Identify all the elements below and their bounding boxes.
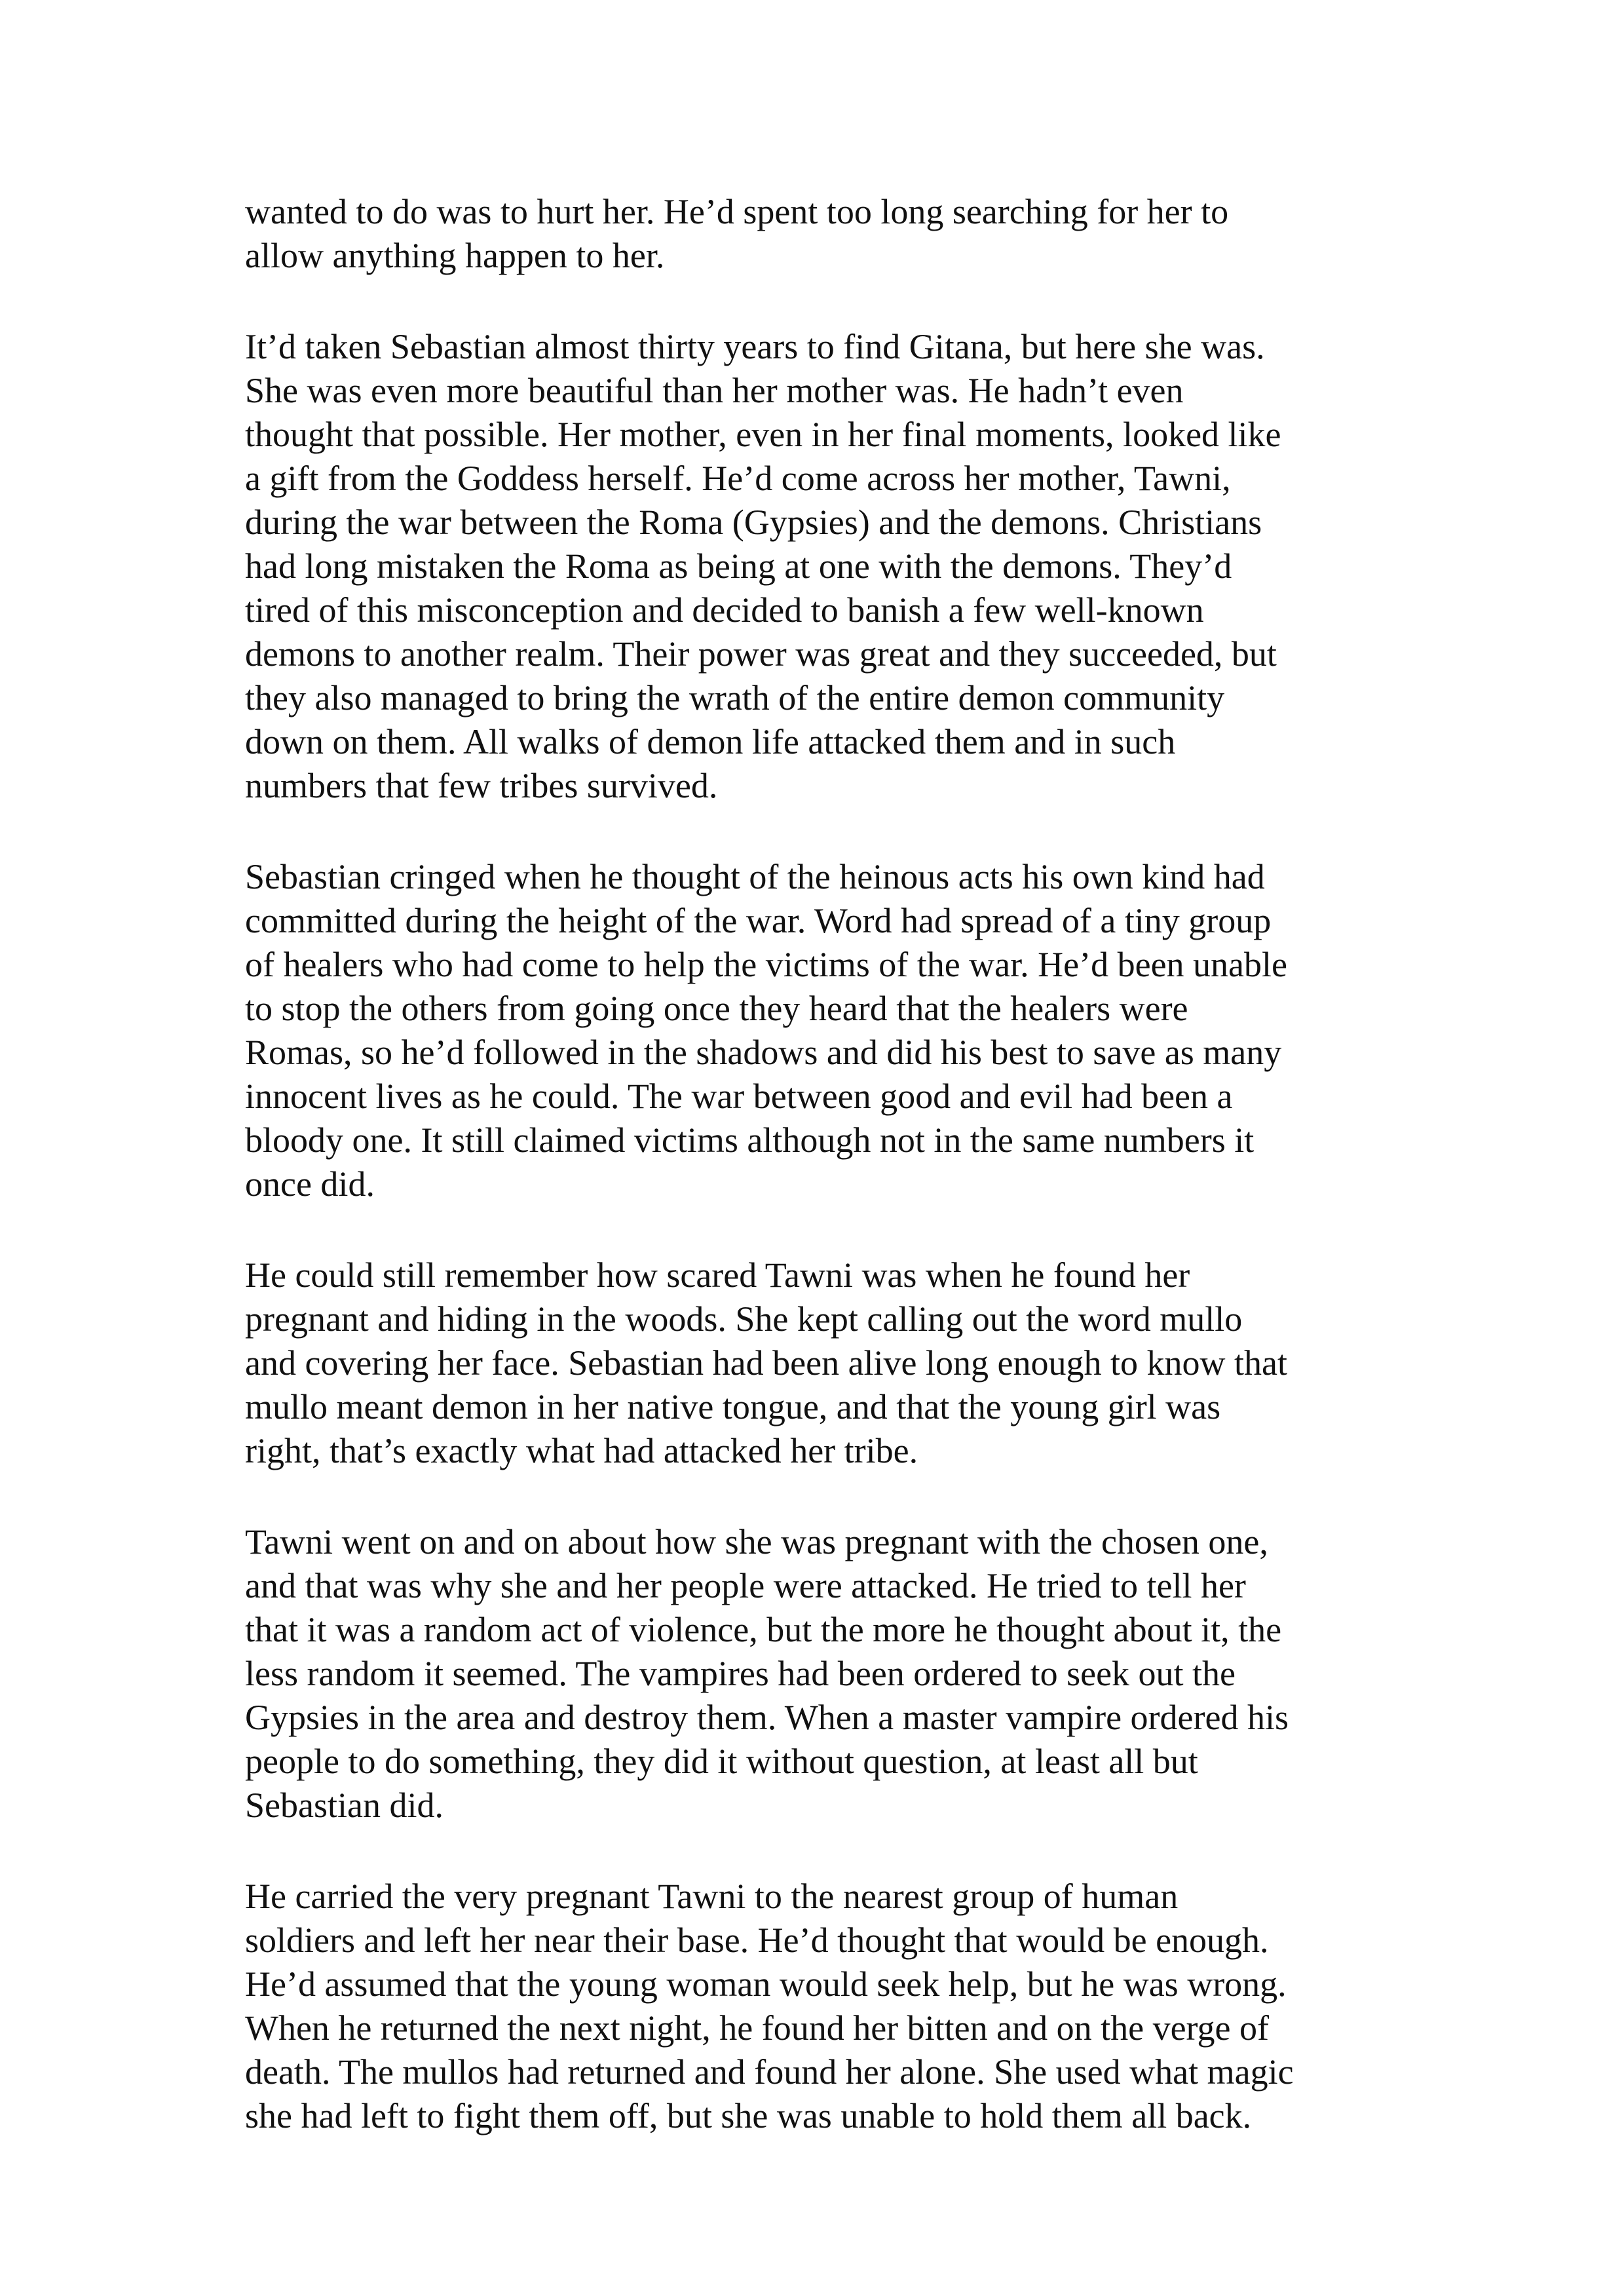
text-line: numbers that few tribes survived. (245, 766, 718, 805)
text-line: thought that possible. Her mother, even in her final moments, looked like (245, 415, 1281, 454)
text-line: a gift from the Goddess herself. He’d come across her mother, Tawni, (245, 459, 1231, 498)
text-line: down on them. All walks of demon life attacked them and in such (245, 722, 1176, 761)
text-line: Sebastian did. (245, 1786, 444, 1825)
text-line: Romas, so he’d followed in the shadows and did his best to save as many (245, 1033, 1282, 1072)
text-line: and that was why she and her people were attacked. He tried to tell her (245, 1566, 1246, 1605)
text-line: people to do something, they did it without question, at least all but (245, 1742, 1198, 1781)
paragraph-gap (245, 1206, 1398, 1253)
text-line: death. The mullos had returned and found her alone. She used what magic (245, 2052, 1294, 2092)
text-line: to stop the others from going once they heard that the healers were (245, 989, 1188, 1028)
paragraph (245, 855, 1398, 1206)
paragraph (245, 1875, 1398, 2138)
text-line: during the war between the Roma (Gypsies) and the demons. Christians (245, 503, 1262, 542)
paragraph (245, 190, 1398, 278)
paragraph (245, 1520, 1398, 1827)
text-line: Sebastian cringed when he thought of the heinous acts his own kind had (245, 857, 1265, 896)
paragraph-gap (245, 808, 1398, 855)
paragraph-gap (245, 1827, 1398, 1875)
text-line: He’d assumed that the young woman would seek help, but he was wrong. (245, 1964, 1287, 2004)
text-line: that it was a random act of violence, but the more he thought about it, the (245, 1610, 1282, 1649)
text-line: She was even more beautiful than her mother was. He hadn’t even (245, 371, 1184, 410)
text-line: innocent lives as he could. The war between good and evil had been a (245, 1077, 1233, 1116)
text-line: mullo meant demon in her native tongue, and that the young girl was (245, 1387, 1221, 1426)
text-line: pregnant and hiding in the woods. She kept calling out the word mullo (245, 1299, 1243, 1339)
text-line: allow anything happen to her. (245, 236, 665, 275)
text-line: soldiers and left her near their base. He’d thought that would be enough. (245, 1921, 1269, 1960)
text-line: and covering her face. Sebastian had been alive long enough to know that (245, 1343, 1287, 1383)
paragraph (245, 1253, 1398, 1473)
paragraph-gap (245, 1473, 1398, 1520)
text-line: It’d taken Sebastian almost thirty years to find Gitana, but here she was. (245, 327, 1265, 366)
text-line: wanted to do was to hurt her. He’d spent too long searching for her to (245, 192, 1229, 231)
text-line: Tawni went on and on about how she was pregnant with the chosen one, (245, 1522, 1268, 1561)
text-line: right, that’s exactly what had attacked her tribe. (245, 1431, 918, 1470)
body-text (245, 190, 1398, 2138)
text-line: of healers who had come to help the victims of the war. He’d been unable (245, 945, 1287, 984)
text-line: she had left to fight them off, but she was unable to hold them all back. (245, 2096, 1252, 2135)
text-line: Gypsies in the area and destroy them. When a master vampire ordered his (245, 1698, 1289, 1737)
text-line: had long mistaken the Roma as being at one with the demons. They’d (245, 546, 1232, 586)
text-line: once did. (245, 1164, 375, 1204)
text-line: demons to another realm. Their power was great and they succeeded, but (245, 634, 1277, 674)
text-line: committed during the height of the war. Word had spread of a tiny group (245, 901, 1272, 940)
text-line: bloody one. It still claimed victims although not in the same numbers it (245, 1120, 1255, 1160)
paragraph-gap (245, 278, 1398, 325)
text-line: less random it seemed. The vampires had been ordered to seek out the (245, 1654, 1236, 1693)
text-line: When he returned the next night, he found her bitten and on the verge of (245, 2008, 1269, 2048)
text-line: He could still remember how scared Tawni was when he found her (245, 1255, 1190, 1295)
paragraph (245, 325, 1398, 808)
text-line: tired of this misconception and decided to banish a few well-known (245, 590, 1204, 630)
text-line: He carried the very pregnant Tawni to the nearest group of human (245, 1877, 1179, 1916)
text-line: they also managed to bring the wrath of the entire demon community (245, 678, 1225, 718)
